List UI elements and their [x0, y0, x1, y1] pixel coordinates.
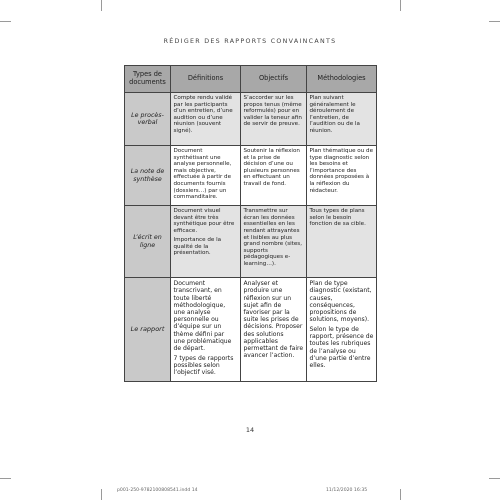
row-type: Le rapport	[125, 278, 171, 382]
definition-cell	[171, 93, 241, 146]
table-row	[125, 206, 377, 278]
cell-text: Plan de type diagnostic (existant, causes, conséquences, propositions de solutions, moyens).	[309, 280, 372, 324]
row-type: Le procès-verbal	[125, 93, 171, 146]
column-header-definitions: Définitions	[171, 66, 241, 93]
column-header-objectifs: Objectifs	[241, 66, 307, 93]
objectif-cell	[241, 206, 307, 278]
objectif-cell	[241, 278, 307, 382]
definition-cell	[171, 146, 241, 206]
crop-mark	[0, 478, 11, 479]
footer-timestamp: 11/12/2020 16:35	[326, 488, 368, 493]
cell-text: Transmettre sur écran les données essentielles en les rendant attrayantes et lisibles au plus grand nombre (sites, supports pédagogiques e-learning…).	[243, 208, 302, 267]
definition-cell	[171, 206, 241, 278]
column-header-methodologies: Méthodologies	[307, 66, 377, 93]
cell-text: 7 types de rapports possibles selon l’objectif visé.	[173, 354, 234, 377]
table-row	[125, 93, 377, 146]
cell-text: Importance de la qualité de la présentation.	[173, 237, 222, 257]
cell-text: Plan thématique ou de type diagnostic selon les besoins et l’importance des données proposées à la réflexion du rédacteur.	[309, 148, 374, 194]
crop-mark	[489, 478, 500, 479]
methodologie-cell	[307, 278, 377, 382]
methodologie-cell	[307, 146, 377, 206]
crop-mark	[0, 21, 11, 22]
cell-text: Soutenir la réflexion et la prise de décision d’une ou plusieurs personnes en effectuant un travail de fond.	[243, 148, 300, 187]
page-number: 14	[245, 426, 255, 434]
column-header-types: Types de documents	[125, 66, 171, 93]
methodologie-cell	[307, 93, 377, 146]
crop-mark	[400, 0, 401, 11]
cell-text: Selon le type de rapport, présence de toutes les rubriques de l’analyse ou d’une partie d’entre elles.	[309, 325, 374, 369]
row-type: La note de synthèse	[125, 146, 171, 206]
methodologie-cell	[307, 206, 377, 278]
objectif-cell	[241, 146, 307, 206]
table-row	[125, 278, 377, 382]
objectif-cell	[241, 93, 307, 146]
cell-text: Plan suivant généralement le déroulement de l’entretien, de l’audition ou de la réunion.	[309, 95, 360, 134]
crop-mark	[101, 0, 102, 11]
cell-text: Document synthétisant une analyse personnelle, mais objective, effectuée à partir de documents fournis (dossiers…) par un commanditaire.	[173, 148, 232, 201]
table-header-row	[125, 66, 377, 93]
cell-text: Document transcrivant, en toute liberté méthodologique, une analyse personnelle ou d’équipe sur un thème défini par une problématique de départ.	[173, 280, 232, 353]
crop-mark	[101, 489, 102, 500]
definition-cell	[171, 278, 241, 382]
crop-mark	[400, 489, 401, 500]
comparison-table	[124, 65, 377, 382]
crop-mark	[489, 21, 500, 22]
cell-text: Document visuel devant être très synthétique pour être efficace.	[173, 208, 235, 235]
table-row	[125, 146, 377, 206]
running-header: RÉDIGER DES RAPPORTS CONVAINCANTS	[163, 38, 337, 45]
cell-text: Analyser et produire une réflexion sur un sujet afin de favoriser par la suite les prises de décisions. Proposer des solutions applicables permettant de faire avancer l’action.	[243, 280, 304, 360]
cell-text: Tous types de plans selon le besoin fonction de sa cible.	[309, 208, 366, 228]
cell-text: Compte rendu validé par les participants d’un entretien, d’une audition ou d’une réunion (souvent signé).	[173, 95, 233, 134]
cell-text: S’accorder sur les propos tenus (même reformulés) pour en valider la teneur afin de servir de preuve.	[243, 95, 302, 128]
row-type: L’écrit en ligne	[125, 206, 171, 278]
footer-filename: p001-250-9782100808541.indd 14	[117, 488, 198, 493]
